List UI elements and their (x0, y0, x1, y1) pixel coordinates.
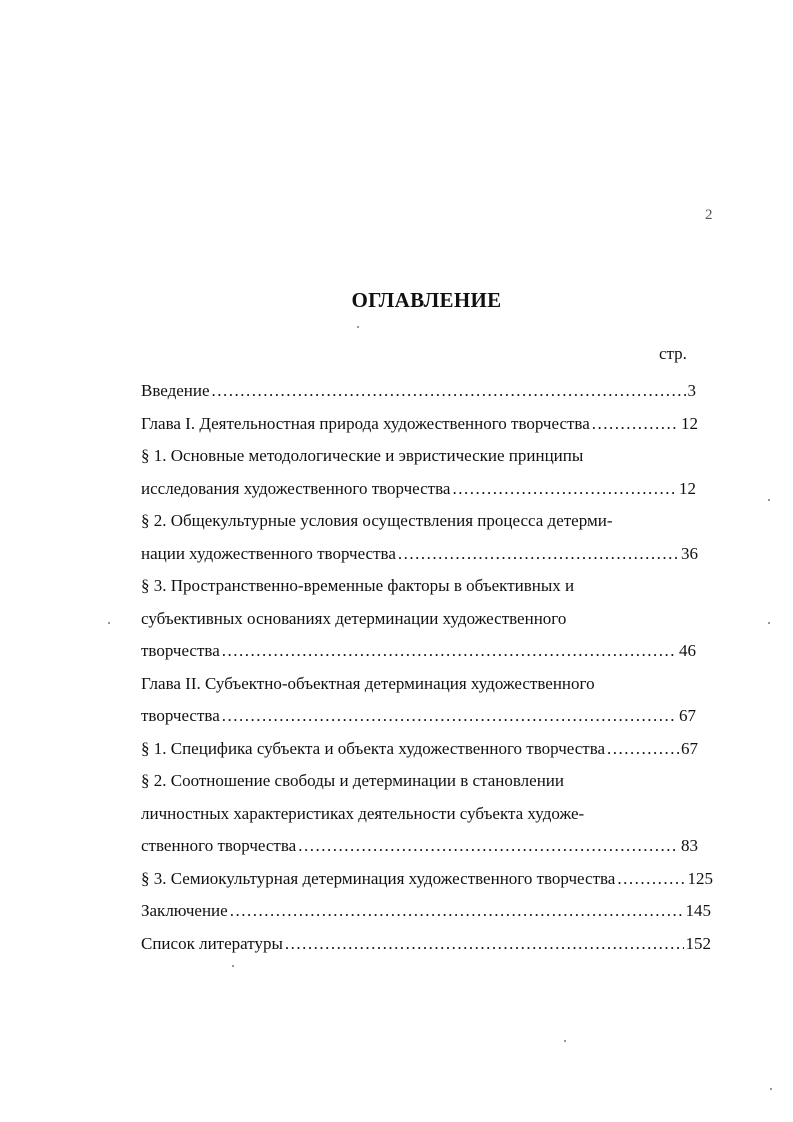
page-number: 2 (705, 207, 713, 223)
scan-speck (232, 965, 234, 967)
toc-entry-conclusion[interactable] (141, 895, 711, 928)
toc-entry-text: Глава II. Субъектно-объектная детерминация художественного (141, 673, 595, 693)
toc-leader-dots (222, 700, 677, 733)
toc-entry-label: § 1. Специфика субъекта и объекта художественного творчества (141, 738, 606, 758)
toc-entry-text: субъективных основаниях детерминации художественного (141, 608, 567, 628)
toc-entry-text: § 2. Общекультурные условия осуществления процесса детерми- (141, 511, 613, 530)
toc-entry-section-2-2[interactable] (141, 830, 711, 863)
toc-entry-page: 46 (679, 641, 696, 660)
toc-entry-page: 125 (687, 868, 713, 888)
toc-entry-section-2-1[interactable] (141, 733, 711, 766)
toc-entry-label: творчества (141, 706, 220, 725)
toc-leader-dots (230, 895, 684, 928)
toc-entry-section-1-1[interactable] (141, 473, 711, 506)
toc-leader-dots (222, 635, 677, 668)
toc-entry-page: 152 (685, 933, 711, 953)
toc-entry-page: 12 (679, 478, 696, 498)
scan-speck (768, 499, 770, 501)
toc-leader-dots (617, 863, 685, 896)
toc-entry-label: Глава I. Деятельностная природа художественного творчества (141, 413, 590, 433)
toc-entry-chapter-2[interactable] (141, 700, 711, 733)
toc-leader-dots (592, 408, 679, 441)
toc-entry-label: Список литературы (141, 933, 283, 953)
page-column-label: стр. (659, 344, 687, 363)
toc-entry-page: 3 (687, 381, 696, 400)
toc-entry-page: 67 (679, 706, 696, 725)
toc-entry-chapter-1[interactable] (141, 408, 711, 441)
toc-entry-text: § 2. Соотношение свободы и детерминации в становлении (141, 771, 564, 790)
toc-entry-page: 67 (681, 738, 698, 758)
toc-leader-dots (607, 733, 679, 766)
toc-entry-text: § 1. Основные методологические и эвристические принципы (141, 446, 584, 465)
scan-speck (357, 326, 359, 328)
toc-leader-dots (212, 375, 686, 408)
toc-leader-dots (298, 830, 679, 863)
toc-entry-bibliography[interactable] (141, 928, 711, 961)
scan-speck (770, 1088, 772, 1090)
toc-entry-label: Введение (141, 381, 210, 400)
scan-speck (564, 1040, 566, 1042)
toc-entry-label: ственного творчества (141, 836, 297, 855)
toc-entry-section-1-2[interactable] (141, 538, 711, 571)
toc-entry-page: 12 (681, 413, 698, 433)
toc-leader-dots (452, 473, 677, 506)
toc-entry-text: § 3. Пространственно-временные факторы в объективных и (141, 576, 575, 595)
scan-speck (108, 622, 110, 624)
toc-entry-label: нации художественного творчества (141, 543, 396, 563)
page-title: ОГЛАВЛЕНИЕ (351, 288, 502, 312)
toc-entry-section-2-3[interactable] (141, 863, 711, 896)
scan-speck (768, 622, 770, 624)
toc-leader-dots (285, 928, 684, 961)
toc-entry-label: исследования художественного творчества (141, 478, 451, 498)
toc-entry-text: личностных характеристиках деятельности субъекта художе- (141, 803, 585, 823)
toc-entry-page: 83 (681, 836, 698, 855)
toc-entry-label: Заключение (141, 901, 228, 920)
toc-entry-label: § 3. Семиокультурная детерминация художественного творчества (141, 868, 616, 888)
toc-entry-introduction[interactable] (141, 375, 711, 408)
toc-entry-label: творчества (141, 641, 220, 660)
toc-entry-section-1-3[interactable] (141, 635, 711, 668)
table-of-contents (141, 375, 711, 960)
toc-entry-page: 145 (685, 901, 711, 920)
toc-entry-page: 36 (681, 543, 698, 563)
toc-leader-dots (398, 538, 679, 571)
